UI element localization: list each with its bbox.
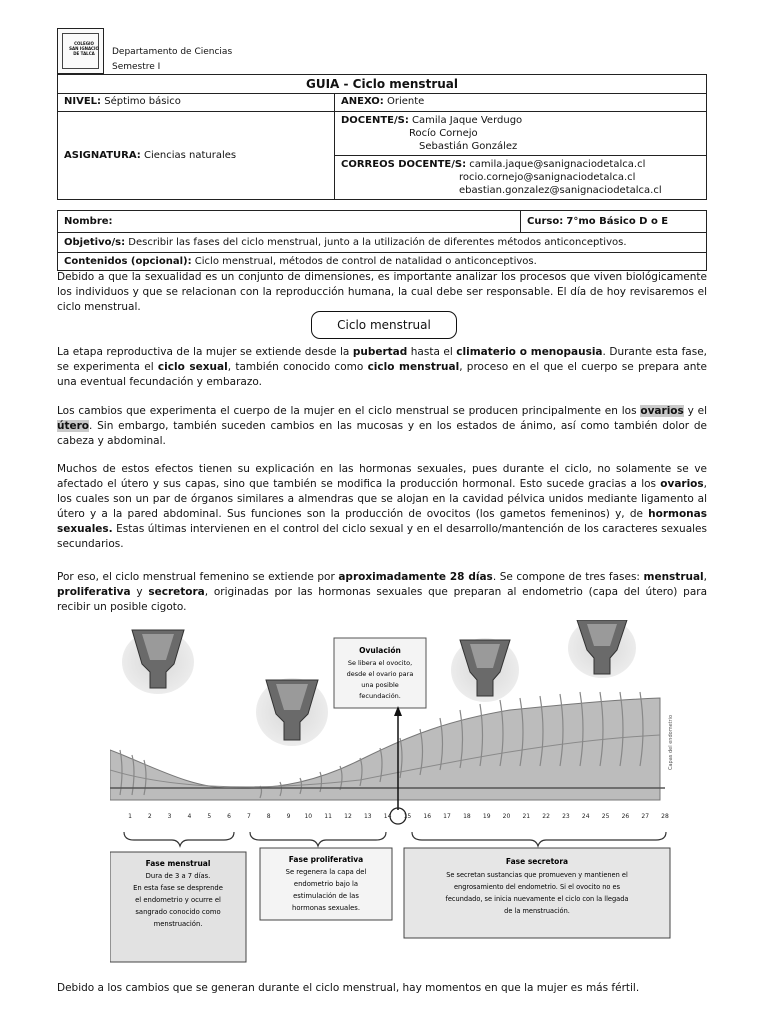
nivel-cell: NIVEL: Séptimo básico: [58, 94, 335, 112]
ovulation-line: fecundación.: [359, 692, 401, 700]
day-label: 20: [502, 813, 511, 820]
day-label: 24: [581, 813, 590, 820]
ovulation-line: desde el ovario para: [346, 670, 414, 678]
day-label: 23: [562, 813, 570, 820]
secretory-brace: [412, 832, 666, 846]
day-label: 5: [207, 813, 212, 820]
ovulation-title: Ovulación: [359, 646, 401, 655]
day-label: 8: [266, 813, 271, 820]
menstrual-line: Dura de 3 a 7 días.: [145, 872, 211, 880]
side-label: Capas del endometrio: [668, 714, 674, 770]
student-table: [57, 210, 707, 271]
day-label: 7: [246, 813, 251, 820]
menstrual-brace: [124, 832, 234, 846]
uterus-icon: [451, 638, 519, 702]
guide-title: GUIA - Ciclo menstrual: [58, 75, 707, 94]
paragraph-4: Por eso, el ciclo menstrual femenino se extiende por aproximadamente 28 días. Se compone de tres fases: menstrual, proliferativa y secretora, originadas por las hormonas sexuales que preparan al endometrio (capa del útero) para recibir un posible cigoto.: [57, 571, 708, 613]
secretory-line: Se secretan sustancias que promueven y mantienen el: [446, 871, 628, 879]
contenidos-cell: Contenidos (opcional): Ciclo menstrual, métodos de control de natalidad o anticonceptivos.: [58, 253, 707, 271]
day-label: 12: [344, 813, 352, 820]
uterus-icon: [256, 678, 328, 746]
day-label: 25: [601, 813, 610, 820]
menstrual-phase-box: [110, 852, 246, 962]
day-label: 14: [383, 813, 392, 820]
secretory-line: engrosamiento del endometrio. Si el ovocito no es: [453, 883, 621, 891]
menstrual-line: el endometrio y ocurre el: [135, 896, 221, 904]
day-label: 16: [423, 813, 432, 820]
menstrual-title: Fase menstrual: [145, 859, 211, 868]
intro-paragraph: Debido a que la sexualidad es un conjunto de dimensiones, es importante analizar los procesos que viven biológicamente los individuos y que se relacionan con la reproducción humana, la cual debe ser responsable. El día de hoy revisaremos el ciclo menstrual.: [57, 271, 707, 313]
secretory-title: Fase secretora: [505, 857, 569, 866]
day-label: 17: [443, 813, 451, 820]
proliferative-line: endometrio bajo la: [293, 880, 359, 888]
day-label: 1: [128, 813, 132, 820]
ovulation-line: Se libera el ovocito,: [347, 659, 413, 667]
day-label: 18: [463, 813, 471, 820]
anexo-cell: ANEXO: Oriente: [335, 94, 707, 112]
menstrual-line: sangrado conocido como: [135, 908, 221, 916]
semester-label: Semestre I: [112, 62, 161, 72]
footer-paragraph: Debido a los cambios que se generan durante el ciclo menstrual, hay momentos en que la mujer es más fértil.: [57, 982, 640, 994]
department-label: Departamento de Ciencias: [112, 47, 233, 57]
proliferative-title: Fase proliferativa: [288, 855, 364, 864]
paragraph-2: Los cambios que experimenta el cuerpo de la mujer en el ciclo menstrual se producen principalmente en los ovarios y el útero. Sin embargo, también suceden cambios en las mucosas y en los estados de ánimo, así como también dolor de cabeza y abdominal.: [57, 405, 707, 447]
proliferative-line: hormonas sexuales.: [292, 904, 360, 912]
day-label: 4: [187, 813, 192, 820]
day-label: 22: [542, 813, 550, 820]
objetivo-cell: Objetivo/s: Describir las fases del ciclo menstrual, junto a la utilización de diferentes métodos anticonceptivos.: [58, 233, 707, 253]
uterus-icon: [568, 620, 636, 678]
day-label: 28: [661, 813, 669, 820]
menstrual-line: menstruación.: [153, 920, 203, 928]
curso-cell: Curso: 7°mo Básico D o E: [521, 211, 707, 233]
proliferative-line: Se regenera la capa del: [285, 868, 367, 876]
day-label: 10: [304, 813, 313, 820]
day-label: 11: [324, 813, 332, 820]
day-label: 6: [227, 813, 232, 820]
day-label: 13: [363, 813, 372, 820]
day-label: 27: [641, 813, 650, 820]
day-label: 26: [621, 813, 630, 820]
day-label: 3: [167, 813, 172, 820]
asignatura-cell: ASIGNATURA: Ciencias naturales: [58, 112, 335, 200]
section-title-pill: Ciclo menstrual: [311, 311, 457, 339]
secretory-line: de la menstruación.: [504, 907, 570, 915]
secretory-line: fecundado, se inicia nuevamente el ciclo con la llegada: [445, 895, 629, 903]
paragraph-1: La etapa reproductiva de la mujer se extiende desde la pubertad hasta el climaterio o menopausia. Durante esta fase, se experimenta el ciclo sexual, también conocido como ciclo menstrual, proceso en el que el cuerpo se prepara ante una eventual fecundación y embarazo.: [57, 346, 707, 388]
day-label: 21: [522, 813, 531, 820]
menstrual-line: En esta fase se desprende: [133, 884, 223, 892]
day-label: 9: [286, 813, 291, 820]
menstrual-cycle-diagram: [110, 620, 680, 975]
day-label: 19: [482, 813, 491, 820]
ovulation-line: una posible: [361, 681, 399, 689]
logo-text: COLEGIO SAN IGNACIO DE TALCA: [69, 41, 99, 56]
day-label: 15: [403, 813, 412, 820]
proliferative-line: estimulación de las: [293, 892, 359, 900]
school-logo: [57, 28, 104, 74]
info-table: [57, 74, 707, 200]
paragraph-3: Muchos de estos efectos tienen su explicación en las hormonas sexuales, pues durante el ciclo, no solamente se ve afectado el útero y sus capas, sino que también se modifica la producción hormonal. Esto sucede gracias a los ovarios, los cuales son un par de órganos similares a almendras que se alojan en la cavidad pélvica unidos mediante ligamento al útero y a la pared abdominal. Sus funciones son la producción de ovocitos (los gametos femeninos) y, de hormonas sexuales. Estas últimas intervienen en el control del ciclo sexual y en el desarrollo/mantención de los caracteres sexuales secundarios.: [57, 463, 707, 550]
uterus-icon: [122, 630, 194, 694]
day-label: 2: [147, 813, 152, 820]
correos-cell: CORREOS DOCENTE/S: camila.jaque@sanignaciodetalca.cl rocio.cornejo@sanignaciodetalca.cl ebastian.gonzalez@sanignaciodetalca.cl: [335, 156, 707, 200]
nombre-cell[interactable]: Nombre:: [58, 211, 521, 233]
proliferative-brace: [250, 832, 386, 846]
docentes-cell: DOCENTE/S: Camila Jaque Verdugo Rocío Cornejo Sebastián González: [335, 112, 707, 156]
